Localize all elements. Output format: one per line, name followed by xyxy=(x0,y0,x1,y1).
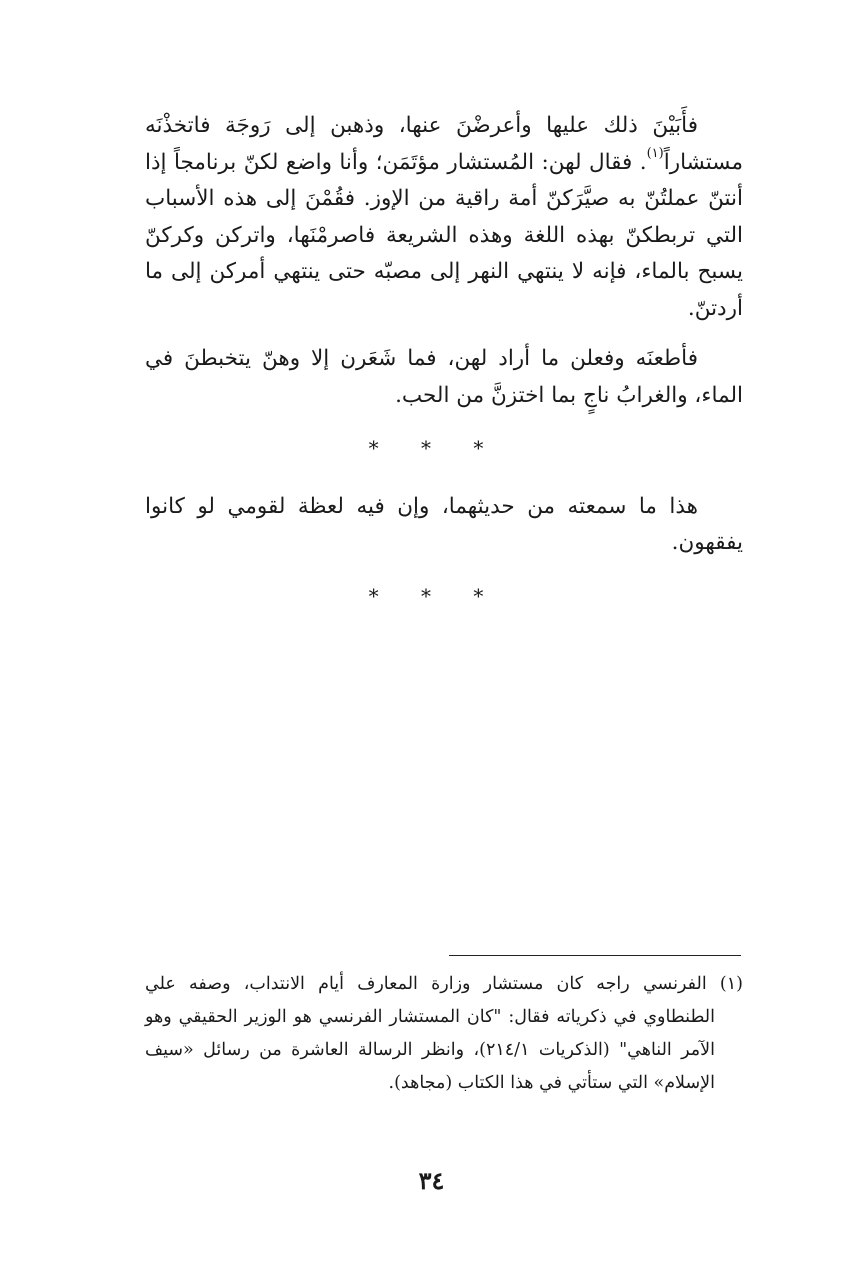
body-paragraph-1-text: فأَبَيْنَ ذلك عليها وأعرضْنَ عنها، وذهبن إلى رَوجَة فاتخذْنَه مستشاراً xyxy=(145,113,743,175)
footnote-1-marker: (١) xyxy=(719,974,743,994)
footnote-1 xyxy=(145,968,743,1100)
body-paragraph-2: فأطعنَه وفعلن ما أراد لهن، فما شَعَرن إلا وهنّ يتخبطنَ في الماء، والغرابُ ناجٍ بما اختزنَّ من الحب. xyxy=(145,346,743,408)
footnotes-section xyxy=(145,968,743,1100)
body-paragraph-1-text-continued: . فقال لهن: المُستشار مؤتَمَن؛ وأنا واضع لكنّ برنامجاً إذا أنتنّ عملتُنّ به صيَّرَكنّ أمة راقية من الإوز. فقُمْنَ إلى هذه الأسباب التي تربطكنّ بهذه اللغة وهذه الشريعة فاصرمْنَها، واتركن وكركنّ يسبح بالماء، فإنه لا ينتهي النهر إلى مصبّه حتى ينتهي أمركن إلى ما أردتنّ. xyxy=(145,149,743,321)
footnote-reference-1[interactable]: (١) xyxy=(646,146,664,162)
page-body xyxy=(145,108,743,636)
page-number: ٣٤ xyxy=(418,1166,445,1195)
section-separator-2: * * * xyxy=(368,583,502,608)
body-paragraph-1 xyxy=(145,108,743,327)
section-separator-1: * * * xyxy=(368,436,502,460)
body-paragraph-3: هذا ما سمعته من حديثهما، وإن فيه لعظة لقومي لو كانوا يفقهون. xyxy=(145,493,743,555)
footnote-1-text: الفرنسي راجه كان مستشار وزارة المعارف أيام الانتداب، وصفه علي الطنطاوي في ذكرياته فقال: "كان المستشار الفرنسي هو الوزير الحقيقي وهو الآمر الناهي" (الذكريات ٢١٤/١)، وانظر الرسالة العاشرة من رسائل «سيف الإسلام» التي ستأتي في هذا الكتاب (مجاهد). xyxy=(145,974,716,1093)
footnote-divider xyxy=(449,955,741,956)
